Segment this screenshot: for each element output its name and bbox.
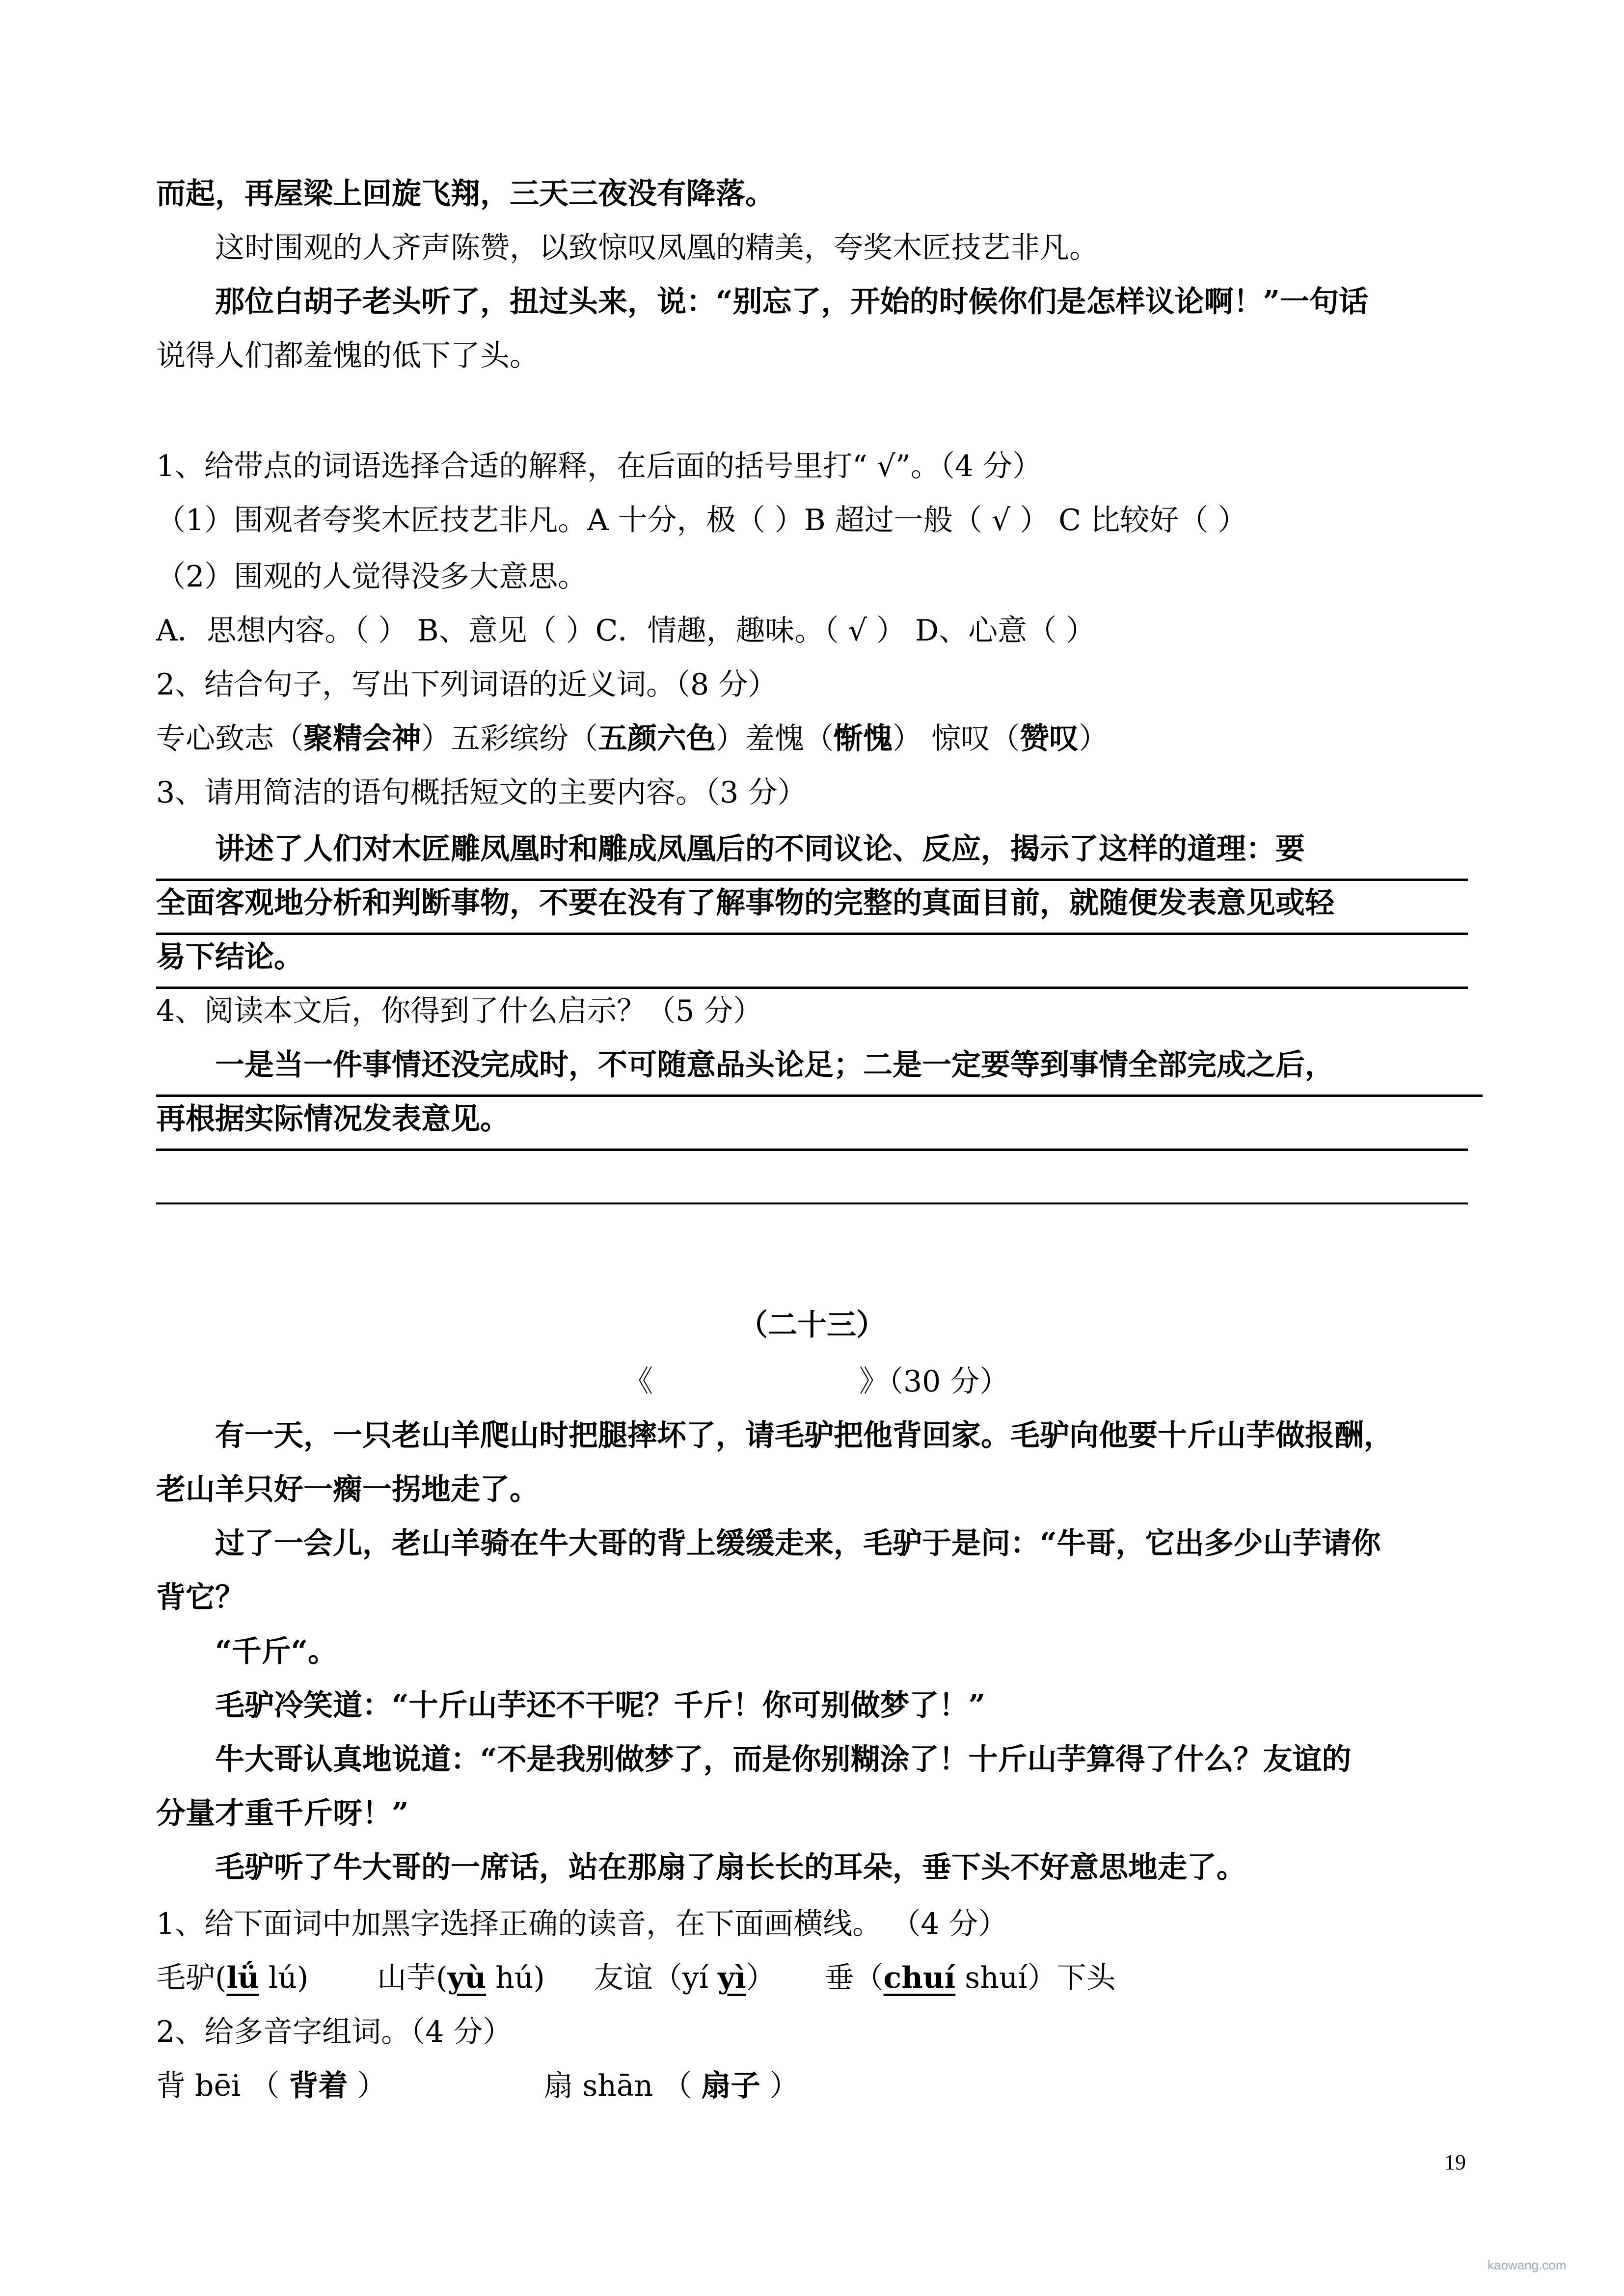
synonym-word: ）羞愧（	[716, 721, 834, 756]
synonym-answer: 惭愧	[834, 721, 893, 756]
section-title	[623, 1362, 1009, 1401]
blank-answer-line	[156, 1202, 1468, 1204]
pinyin-item: shuí）下头	[955, 1961, 1116, 1995]
story-paragraph: 老山羊只好一瘸一拐地走了。	[156, 1472, 539, 1507]
pinyin-item: hú)	[486, 1961, 545, 1995]
answer-underline	[156, 879, 1468, 881]
polyphonic-question-row	[156, 2066, 799, 2106]
section-number: （二十三）	[738, 1308, 886, 1342]
synonym-word: ）	[1079, 721, 1109, 756]
question-3-answer-line: 易下结论。	[156, 940, 303, 974]
passage-line: 说得人们都羞愧的低下了头。	[156, 339, 539, 373]
question-4-answer-line: 再根据实际情况发表意见。	[156, 1102, 510, 1136]
question-1-options: A．思想内容。（ ） B、意见（ ）C．情趣，趣味。（ √ ） D、心意（ ）	[156, 614, 1096, 648]
pinyin-item: 山芋(	[377, 1961, 448, 1995]
question-3-answer-line: 全面客观地分析和判断事物，不要在没有了解事物的完整的真面目前，就随便发表意见或轻	[156, 886, 1334, 920]
pinyin-item: 垂（	[824, 1961, 884, 1995]
story-paragraph: 分量才重千斤呀！”	[156, 1796, 409, 1831]
polyphonic-item: ）	[760, 2069, 799, 2103]
question-1-sub1: （1）围观者夸奖木匠技艺非凡。A 十分，极（ ）B 超过一般（ √ ） C 比较好（ ）	[156, 503, 1247, 537]
story-paragraph: 毛驴听了牛大哥的一席话，站在那扇了扇长长的耳朵，垂下头不好意思地走了。	[215, 1850, 1246, 1885]
polyphonic-question-title: 2、给多音字组词。（4 分）	[156, 2015, 513, 2049]
story-paragraph: 过了一会儿，老山羊骑在牛大哥的背上缓缓走来，毛驴于是问：“牛哥，它出多少山芋请你	[215, 1526, 1381, 1561]
watermark: kaowang.com	[1488, 2258, 1567, 2272]
passage-line: 那位白胡子老头听了，扭过头来，说：“别忘了，开始的时候你们是怎样议论啊！”一句话	[215, 285, 1369, 319]
question-1-sub2: （2）围观的人觉得没多大意思。	[156, 560, 588, 594]
pinyin-correct: lǘ	[226, 1961, 259, 1995]
passage-line: 这时围观的人齐声陈赞，以致惊叹凤凰的精美，夸奖木匠技艺非凡。	[215, 231, 1099, 265]
pinyin-question-title: 1、给下面词中加黑字选择正确的读音，在下面画横线。 （4 分）	[156, 1907, 1008, 1941]
pinyin-item: 毛驴(	[156, 1961, 227, 1995]
synonym-word: 专心致志（	[156, 721, 303, 756]
polyphonic-item: ）	[348, 2069, 387, 2103]
question-3-answer-line: 讲述了人们对木匠雕凤凰时和雕成凤凰后的不同议论、反应，揭示了这样的道理：要	[215, 832, 1305, 866]
polyphonic-item: 扇 shān （	[543, 2069, 702, 2103]
synonym-answer: 五颜六色	[598, 721, 716, 756]
page-number: 19	[1444, 2150, 1466, 2174]
question-2-answers	[156, 719, 1108, 758]
story-paragraph: 背它？	[156, 1580, 244, 1615]
pinyin-item: 友谊（yí	[594, 1961, 718, 1995]
synonym-answer: 聚精会神	[303, 721, 421, 756]
passage-line: 而起，再屋梁上回旋飞翔，三天三夜没有降落。	[156, 177, 775, 211]
synonym-word: ） 惊叹（	[893, 721, 1020, 756]
pinyin-correct: yù	[447, 1961, 487, 1995]
polyphonic-answer: 背着	[289, 2069, 348, 2103]
pinyin-correct: yì	[718, 1961, 746, 1995]
title-close-bracket: 》（30 分）	[859, 1364, 1009, 1399]
story-paragraph: 毛驴冷笑道：“十斤山芋还不干呢？千斤！你可别做梦了！”	[215, 1688, 986, 1723]
title-open-bracket: 《	[623, 1364, 653, 1399]
answer-underline	[156, 1095, 1483, 1097]
story-paragraph: “千斤“。	[215, 1634, 338, 1669]
story-paragraph: 牛大哥认真地说道：“不是我别做梦了，而是你别糊涂了！十斤山芋算得了什么？友谊的	[215, 1742, 1352, 1777]
question-4-answer-line: 一是当一件事情还没完成时，不可随意品头论足；二是一定要等到事情全部完成之后，	[215, 1048, 1334, 1082]
synonym-word: ）五彩缤纷（	[421, 721, 598, 756]
question-2-title: 2、结合句子，写出下列词语的近义词。（8 分）	[156, 667, 778, 702]
polyphonic-answer: 扇子	[701, 2069, 760, 2103]
pinyin-correct: chuí	[883, 1961, 956, 1995]
pinyin-item: lú)	[259, 1961, 309, 1995]
answer-underline	[156, 933, 1468, 935]
synonym-answer: 赞叹	[1020, 721, 1079, 756]
pinyin-question-row	[156, 1958, 1116, 1998]
story-paragraph: 有一天，一只老山羊爬山时把腿摔坏了，请毛驴把他背回家。毛驴向他要十斤山芋做报酬，	[215, 1418, 1393, 1453]
pinyin-item: ）	[746, 1961, 776, 1995]
question-1-title: 1、给带点的词语选择合适的解释，在后面的括号里打“ √”。（4 分）	[156, 449, 1042, 483]
polyphonic-item: 背 bēi （	[156, 2069, 289, 2103]
question-3-title: 3、请用简洁的语句概括短文的主要内容。（3 分）	[156, 775, 807, 810]
answer-underline	[156, 987, 1468, 989]
question-4-title: 4、阅读本文后，你得到了什么启示？（5 分）	[156, 994, 763, 1028]
answer-underline	[156, 1148, 1468, 1151]
